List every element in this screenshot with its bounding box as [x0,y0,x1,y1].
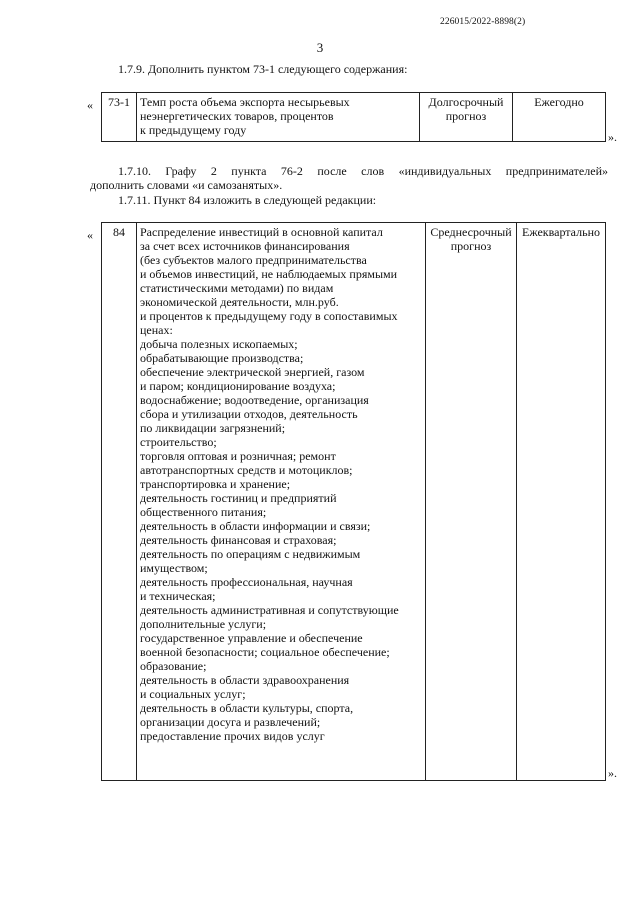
desc-line: дополнительные услуги; [140,617,267,631]
desc-line: обеспечение электрической энергией, газом [140,365,365,379]
desc-line: (без субъектов малого предпринимательства [140,253,367,267]
desc-line: деятельность гостиниц и предприятий [140,491,337,505]
row-73-1-forecast-type [420,93,513,142]
open-quote-84: « [87,228,93,242]
desc-line: и паром; кондиционирование воздуха; [140,379,336,393]
desc-line: за счет всех источников финансирования [140,239,350,253]
paragraph-1-7-10-line2: дополнить словами «и самозанятых». [90,178,283,192]
desc-line: обрабатывающие производства; [140,351,304,365]
row-73-1-number: 73-1 [102,93,137,142]
desc-line: государственное управление и обеспечение [140,631,363,645]
desc-line: добыча полезных ископаемых; [140,337,298,351]
desc-line: водоснабжение; водоотведение, организация [140,393,369,407]
desc-line: к предыдущему году [140,123,247,137]
desc-line: Темп роста объема экспорта несырьевых [140,95,350,109]
paragraph-1-7-9: 1.7.9. Дополнить пунктом 73-1 следующего содержания: [118,62,408,76]
desc-line: и объемов инвестиций, не наблюдаемых прямыми [140,267,398,281]
desc-line: торговля оптовая и розничная; ремонт [140,449,336,463]
desc-line: Распределение инвестиций в основной капитал [140,225,383,239]
desc-line: деятельность административная и сопутствующие [140,603,399,617]
desc-line: деятельность в области здравоохранения [140,673,350,687]
desc-line: ценах: [140,323,173,337]
desc-line: строительство; [140,435,217,449]
desc-line: образование; [140,659,207,673]
table-row-73-1 [101,92,606,142]
table-row-84 [101,222,606,781]
row-84-number: 84 [102,223,137,781]
desc-line: деятельность в области информации и связи; [140,519,371,533]
desc-line: предоставление прочих видов услуг [140,729,325,743]
row-84-forecast-type [426,223,517,781]
desc-line: имуществом; [140,561,208,575]
row-73-1-description [137,93,420,142]
desc-line: неэнергетических товаров, процентов [140,109,334,123]
type-line: Среднесрочный [430,225,512,239]
type-line: прогноз [445,109,487,123]
desc-line: и процентов к предыдущему году в сопоставимых [140,309,398,323]
paragraph-1-7-10-line1: 1.7.10. Графу 2 пункта 76-2 после слов «индивидуальных предпринимателей» [118,164,608,178]
desc-line: транспортировка и хранение; [140,477,291,491]
close-quote-84: ». [608,766,617,780]
type-line: Долгосрочный [428,95,504,109]
desc-line: деятельность в области культуры, спорта, [140,701,354,715]
desc-line: сбора и утилизации отходов, деятельность [140,407,358,421]
desc-line: по ликвидации загрязнений; [140,421,286,435]
desc-line: военной безопасности; социальное обеспечение; [140,645,390,659]
desc-line: деятельность финансовая и страховая; [140,533,337,547]
row-73-1-period: Ежегодно [513,93,606,142]
desc-line: и техническая; [140,589,216,603]
row-84-description [137,223,426,781]
desc-line: и социальных услуг; [140,687,246,701]
row-84-period: Ежеквартально [517,223,606,781]
paragraph-1-7-11: 1.7.11. Пункт 84 изложить в следующей редакции: [118,193,377,207]
open-quote-73: « [87,98,93,112]
desc-line: организации досуга и развлечений; [140,715,321,729]
page-number: 3 [316,40,324,55]
desc-line: экономической деятельности, млн.руб. [140,295,339,309]
document-number: 226015/2022-8898(2) [440,17,526,27]
desc-line: статистическими методами) по видам [140,281,334,295]
type-line: прогноз [450,239,492,253]
desc-line: автотранспортных средств и мотоциклов; [140,463,353,477]
desc-line: деятельность профессиональная, научная [140,575,353,589]
desc-line: общественного питания; [140,505,267,519]
desc-line: деятельность по операциям с недвижимым [140,547,361,561]
close-quote-73: ». [608,130,617,144]
